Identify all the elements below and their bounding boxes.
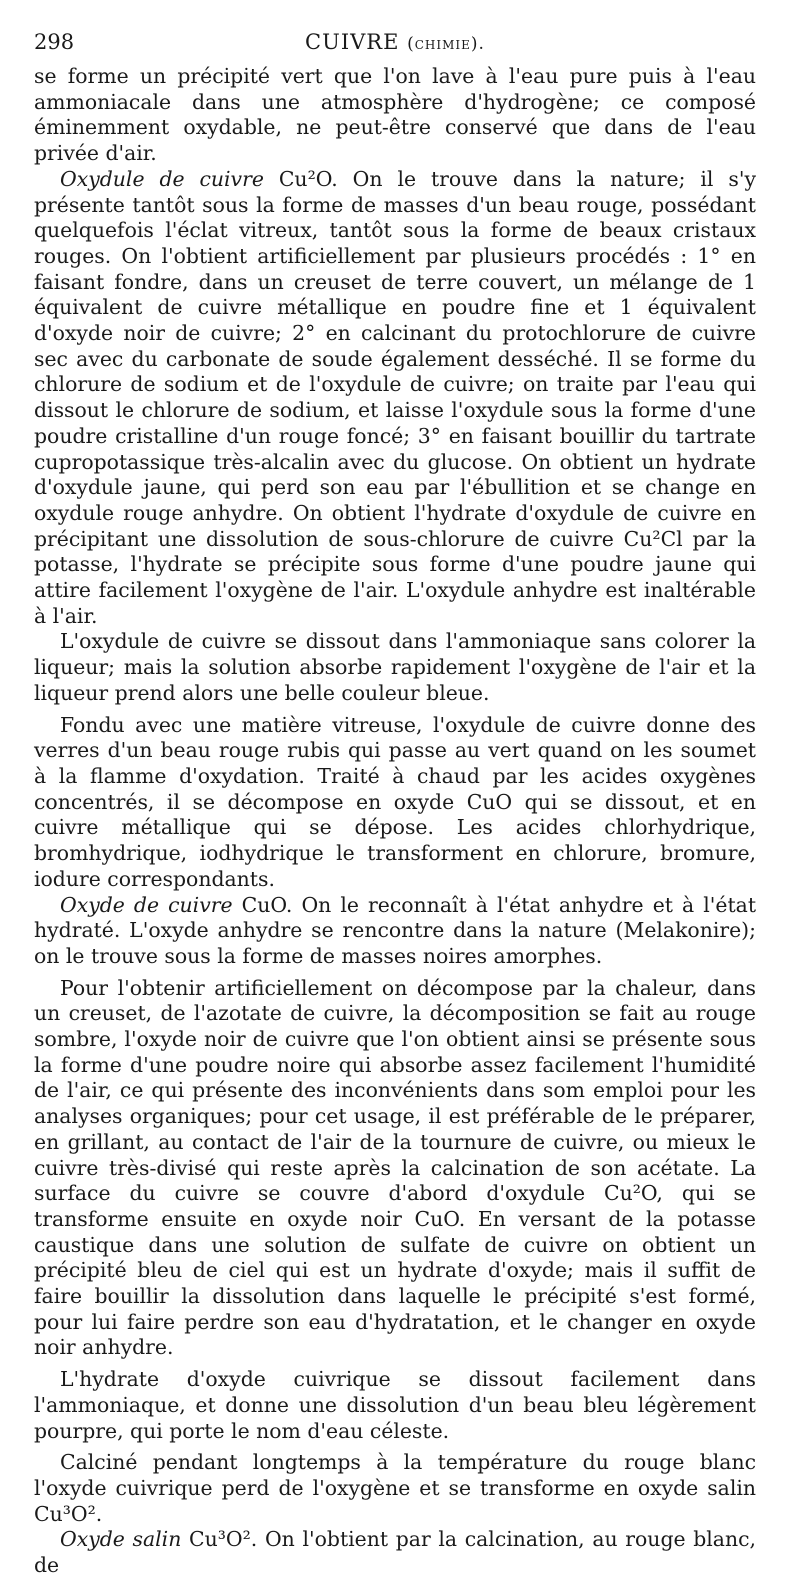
running-head-subtitle: (chimie). xyxy=(407,34,485,54)
section-formula: Cu²O. xyxy=(263,166,338,191)
section-formula: CuO. xyxy=(232,892,293,917)
paragraph-text: Calciné pendant longtemps à la température du rouge blanc l'oxyde cuivrique perd de l'oxygène et se transforme en oxyde salin Cu³O². xyxy=(34,1450,756,1526)
paragraph xyxy=(34,976,756,1362)
paragraph-text: On l'obtient par la calcination, au rouge blanc, de xyxy=(34,1527,757,1578)
running-head-title: CUIVRE xyxy=(305,30,400,54)
page-header xyxy=(34,28,756,64)
section-lead: Oxyde de cuivre xyxy=(60,892,233,917)
paragraph xyxy=(34,1450,756,1527)
paragraph xyxy=(34,1367,756,1444)
paragraph-text: On le reconnaît à l'état anhydre et à l'état hydraté. L'oxyde anhydre se rencontre dans la nature (Melakonire); on le trouve sous la forme de masses noires amorphes. xyxy=(34,892,757,968)
paragraph-text: On le trouve dans la nature; il s'y présente tantôt sous la forme de masses d'un beau rouge, possédant quelquefois l'éclat vitreux, tantôt sous la forme de beaux cristaux rouges. On l'obtient artificiellement par plusieurs procédés : 1° en faisant fondre, dans un creuset de terre couvert, un mélange de 1 équivalent de cuivre métallique en poudre fine et 1 équivalent d'oxyde noir de cuivre; 2° en calcinant du protochlorure de cuivre sec avec du carbonate de soude également desséché. Il se forme du chlorure de sodium et de l'oxydule de cuivre; on traite par l'eau qui dissout le chlorure de sodium, et laisse l'oxydule sous la forme d'une poudre cristalline d'un rouge foncé; 3° en faisant bouillir du tartrate cupropotassique très-alcalin avec du glucose. On obtient un hydrate d'oxydule jaune, qui perd son eau par l'ébullition et se change en oxydule rouge anhydre. On obtient l'hydrate d'oxydule de cuivre en précipitant une dissolution de sous-chlorure de cuivre Cu²Cl par la potasse, l'hydrate se précipite sous forme d'une poudre jaune qui attire facilement l'oxygène de l'air. L'oxydule anhydre est inaltérable à l'air. xyxy=(34,166,756,628)
paragraph xyxy=(34,629,756,706)
paragraph-text: L'hydrate d'oxyde cuivrique se dissout facilement dans l'ammoniaque, et donne une dissolution d'un beau bleu légèrement pourpre, qui porte le nom d'eau céleste. xyxy=(34,1367,756,1443)
section-formula: Cu³O². xyxy=(181,1527,258,1552)
paragraph xyxy=(34,167,756,630)
paragraph xyxy=(34,64,756,167)
paragraph-text: se forme un précipité vert que l'on lave à l'eau pure puis à l'eau ammoniacale dans une atmosphère d'hydrogène; ce composé éminemment oxydable, ne peut-être conservé que dans de l'eau privée d'air. xyxy=(34,64,756,166)
paragraph-text: Pour l'obtenir artificiellement on décompose par la chaleur, dans un creuset, de l'azotate de cuivre, la décomposition se fait au rouge sombre, l'oxyde noir de cuivre que l'on obtient ainsi se présente sous la forme d'une poudre noire qui absorbe assez facilement l'humidité de l'air, ce qui présente des inconvénients dans som emploi pour les analyses organiques; pour cet usage, il est préférable de le préparer, en grillant, au contact de l'air de la tournure de cuivre, ou mieux le cuivre très-divisé qui reste après la calcination de son acétate. La surface du cuivre se couvre d'abord d'oxydule Cu²O, qui se transforme ensuite en oxyde noir CuO. En versant de la potasse caustique dans une solution de sulfate de cuivre on obtient un précipité bleu de ciel qui est un hydrate d'oxyde; mais il suffit de faire bouillir la dissolution dans laquelle le précipité s'est formé, pour lui faire perdre son eau d'hydratation, et le changer en oxyde noir anhydre. xyxy=(34,975,756,1360)
paragraph xyxy=(34,713,756,893)
paragraph-text: L'oxydule de cuivre se dissout dans l'ammoniaque sans colorer la liqueur; mais la solution absorbe rapidement l'oxygène de l'air et la liqueur prend alors une belle couleur bleue. xyxy=(34,629,756,705)
paragraph xyxy=(34,1527,756,1578)
body-text xyxy=(34,64,756,1579)
section-lead: Oxydule de cuivre xyxy=(60,166,264,191)
section-lead: Oxyde salin xyxy=(60,1527,182,1552)
page-number: 298 xyxy=(34,30,75,54)
paragraph xyxy=(34,893,756,970)
running-head xyxy=(34,30,756,54)
paragraph-text: Fondu avec une matière vitreuse, l'oxydule de cuivre donne des verres d'un beau rouge rubis qui passe au vert quand on les soumet à la flamme d'oxydation. Traité à chaud par les acides oxygènes concentrés, il se décompose en oxyde CuO qui se dissout, et en cuivre métallique qui se dépose. Les acides chlorhydrique, bromhydrique, iodhydrique le transforment en chlorure, bromure, iodure correspondants. xyxy=(34,712,756,891)
